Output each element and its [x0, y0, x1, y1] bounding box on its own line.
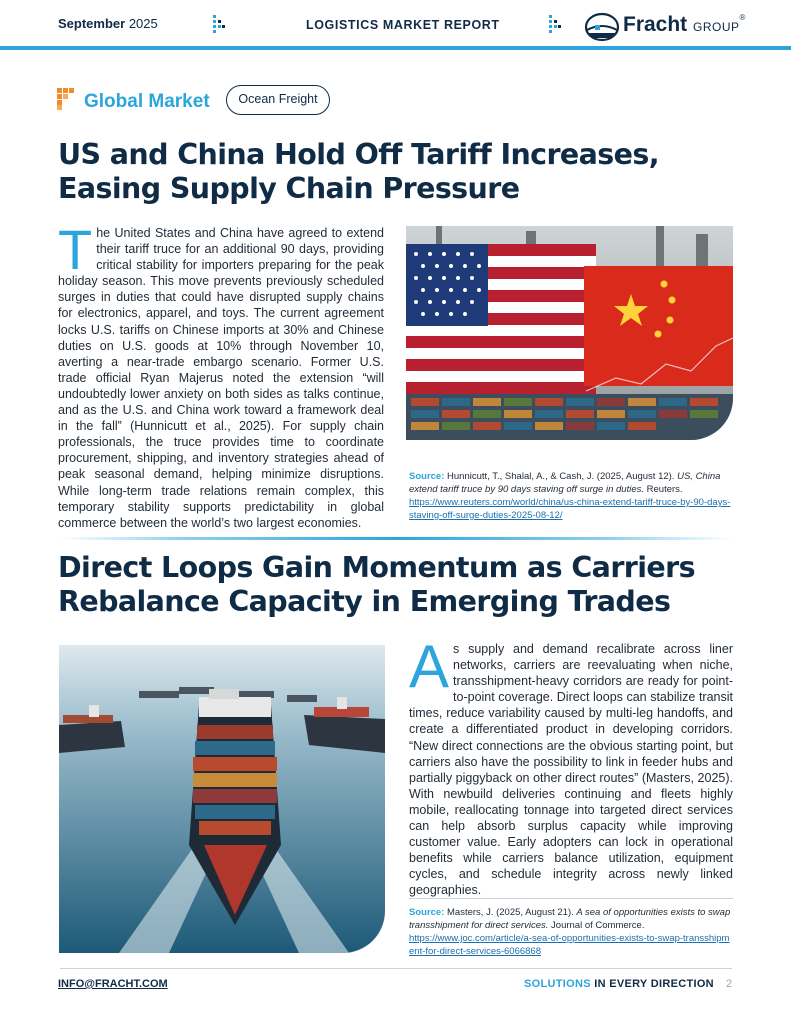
- category-tag: Ocean Freight: [226, 85, 330, 115]
- us-china-flags-image: [406, 226, 733, 440]
- page-number: 2: [726, 978, 733, 990]
- article1-headline: US and China Hold Off Tariff Increases, Easing Supply Chain Pressure: [58, 138, 659, 205]
- source-authors: Hunnicutt, T., Shalal, A., & Cash, J. (2025, August 12).: [447, 471, 675, 482]
- source-label: Source:: [409, 907, 445, 918]
- container-ships-image: [59, 645, 385, 953]
- section-divider: [60, 537, 732, 540]
- source-link[interactable]: https://www.reuters.com/world/china/us-china-extend-tariff-truce-by-90-days-staving-off-surge-duties-2025-08-12/: [409, 497, 731, 521]
- article1-source: [409, 470, 731, 522]
- report-title: LOGISTICS MARKET REPORT: [306, 18, 500, 32]
- article1-body-text: he United States and China have agreed to extend their tariff truce for an additional 90 days, providing critical stability for importers preparing for the peak holiday season. This move prevents previously scheduled surges in duties that could have disrupted supply chains for electronics, apparel, and toys. The current agreement locks U.S. tariffs on Chinese imports at 30% and Chinese duties on U.S. goods at 10% through November 10, averting a near-trade embargo scenario. Former U.S. trade official Ryan Majerus noted the extension “will undoubtedly lower anxiety on both sides as talks continue, and as the U.S. and China work toward a framework deal in the fall” (Hunnicutt et al., 2025). For supply chain professionals, the truce provides time to coordinate procurement, shipping, and inventory strategies ahead of peak seasonal demand, helping minimize disruptions. While long-term trade relations remain complex, this temporary stability supports predictability in global commerce between the world’s two largest economies.: [58, 226, 384, 530]
- section-grid-icon: [57, 88, 79, 110]
- section-label: Global Market: [84, 91, 210, 112]
- logo-group: GROUP: [693, 20, 740, 34]
- header-year: 2025: [128, 16, 158, 31]
- header-date: [58, 16, 158, 31]
- dot-grid-icon: [212, 14, 226, 36]
- header-month: September: [58, 16, 126, 31]
- footer-tagline: [524, 978, 714, 990]
- source-publisher: Journal of Commerce.: [551, 920, 645, 931]
- header-rule: [0, 46, 791, 50]
- source-publisher: Reuters.: [646, 484, 683, 495]
- company-logo: [623, 13, 745, 37]
- source-title: US, China extend tariff truce by 90 days staving off surge in duties.: [409, 471, 721, 495]
- article2-dropcap: A: [409, 633, 450, 700]
- source-divider: [409, 898, 733, 899]
- source-link[interactable]: https://www.joc.com/article/a-sea-of-opportunities-exists-to-swap-transshipment-for-direct-services-6066868: [409, 933, 730, 957]
- globe-ship-logo-icon: [583, 12, 621, 42]
- article2-source: [409, 906, 733, 958]
- article2-body: [409, 633, 733, 899]
- footer-rule: [60, 968, 732, 969]
- dot-grid-icon: [548, 14, 562, 36]
- article2-headline: Direct Loops Gain Momentum as Carriers Rebalance Capacity in Emerging Trades: [58, 551, 695, 618]
- article1-body: [58, 218, 384, 531]
- article1-dropcap: T: [58, 218, 93, 281]
- source-title: A sea of opportunities exists to swap transshipment for direct services.: [409, 907, 731, 931]
- article2-body-text: s supply and demand recalibrate across liner networks, carriers are reevaluating when niche, transshipment-heavy corridors are ready for point-to-point coverage. Direct loops can stabilize transit times, reduce variability caused by multi-leg handoffs, and create a differentiated product in developing corridors. “New direct connections are the obvious starting point, but carriers also have the possibility to link in feeder hubs and partially piggyback on other direct routes” (Masters, 2025). With newbuild deliveries continuing and fleets highly mobile, reallocating tonnage into targeted direct services can help absorb surplus capacity while improving customer value. Early adopters can lock in operational benefits while carriers balance utilization, equipment cycles, and schedule integrity across newly linked geographies.: [409, 642, 733, 898]
- footer-email-link[interactable]: INFO@FRACHT.COM: [58, 978, 168, 990]
- tagline-part-2: IN EVERY DIRECTION: [594, 978, 714, 990]
- logo-trademark: ®: [739, 13, 746, 22]
- tagline-part-1: SOLUTIONS: [524, 978, 591, 990]
- source-authors: Masters, J. (2025, August 21).: [447, 907, 574, 918]
- logo-name: Fracht: [623, 13, 688, 36]
- source-label: Source:: [409, 471, 445, 482]
